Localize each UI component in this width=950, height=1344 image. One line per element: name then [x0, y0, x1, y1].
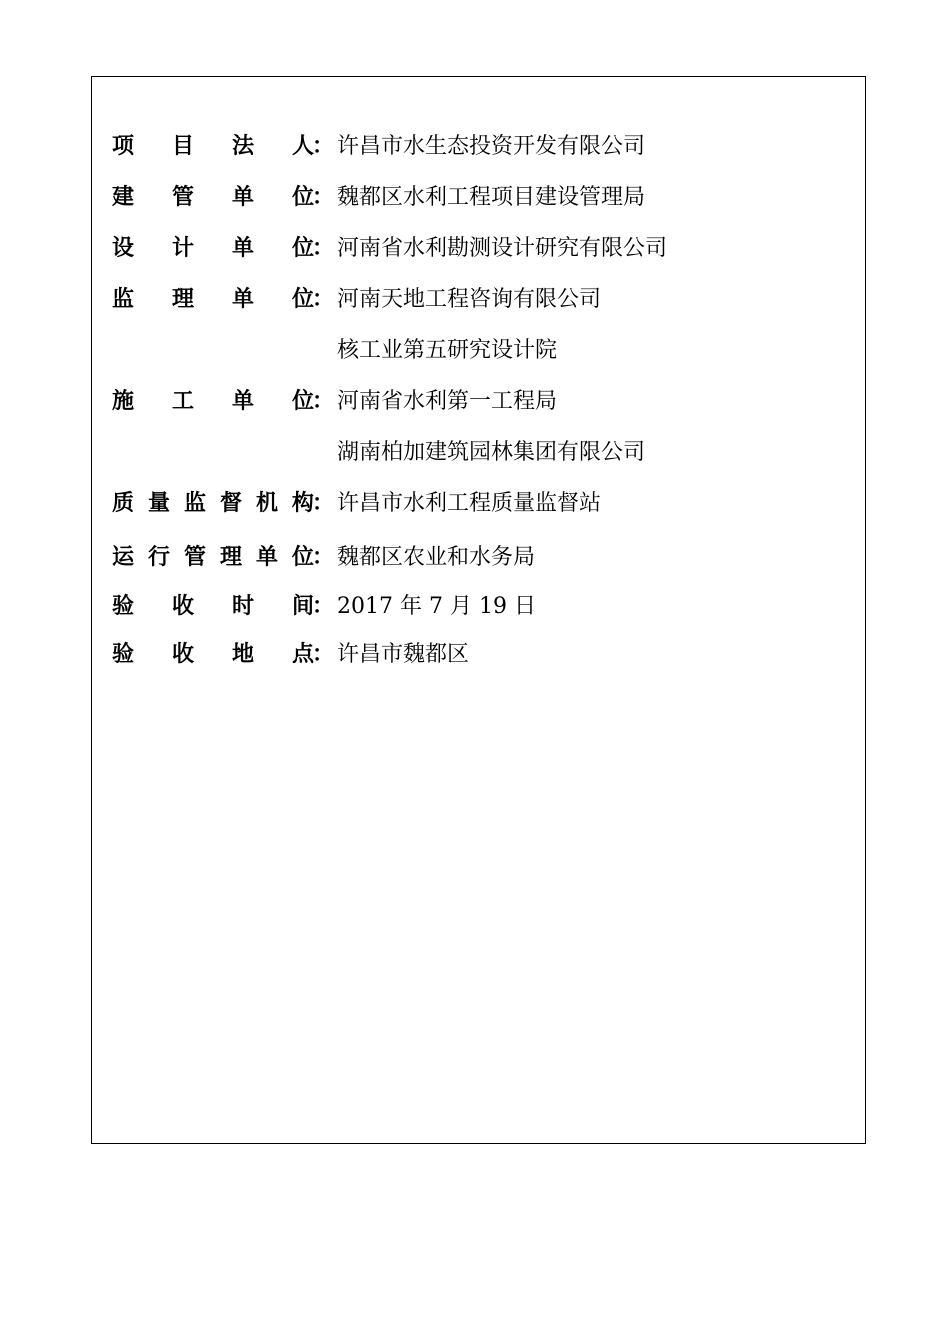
field-value: 许昌市水利工程质量监督站 [337, 491, 602, 516]
label-char: 行 [147, 545, 170, 570]
field-colon: ： [312, 545, 335, 570]
label-char: 位 [291, 389, 314, 414]
label-char: 单 [231, 185, 254, 210]
field-label [112, 640, 314, 670]
field-label [112, 543, 314, 573]
label-char: 设 [112, 236, 135, 261]
label-char: 收 [171, 594, 194, 619]
label-char: 地 [231, 642, 254, 667]
field-value: 2017 年 7 月 19 日 [337, 594, 536, 619]
label-char: 计 [171, 236, 194, 261]
field-colon: ： [312, 594, 335, 619]
field-label [112, 183, 314, 213]
label-char: 验 [112, 594, 135, 619]
label-char: 监 [112, 287, 135, 312]
field-value: 河南天地工程咨询有限公司 [337, 287, 602, 312]
field-value: 核工业第五研究设计院 [337, 338, 558, 363]
label-char: 单 [231, 287, 254, 312]
label-char: 管 [171, 185, 194, 210]
label-char: 单 [231, 389, 254, 414]
label-char: 位 [291, 287, 314, 312]
label-char: 间 [291, 594, 314, 619]
label-char: 机 [255, 491, 278, 516]
field-label [112, 285, 314, 315]
field-colon: ： [312, 642, 335, 667]
field-label [112, 234, 314, 264]
field-value: 许昌市魏都区 [337, 642, 470, 667]
field-colon: ： [312, 185, 335, 210]
field-colon: ： [312, 389, 335, 414]
label-char: 法 [231, 134, 254, 159]
field-label [112, 489, 314, 519]
field-colon: ： [312, 236, 335, 261]
label-char: 理 [219, 545, 242, 570]
field-value: 魏都区水利工程项目建设管理局 [337, 185, 646, 210]
field-value: 河南省水利勘测设计研究有限公司 [337, 236, 668, 261]
field-label [112, 592, 314, 622]
field-label [112, 132, 314, 162]
field-value: 许昌市水生态投资开发有限公司 [337, 134, 646, 159]
field-label [112, 387, 314, 417]
label-char: 时 [231, 594, 254, 619]
label-char: 目 [171, 134, 194, 159]
label-char: 单 [255, 545, 278, 570]
field-colon: ： [312, 491, 335, 516]
field-value: 河南省水利第一工程局 [337, 389, 558, 414]
field-value: 魏都区农业和水务局 [337, 545, 536, 570]
field-value: 湖南柏加建筑园林集团有限公司 [337, 440, 646, 465]
field-colon: ： [312, 287, 335, 312]
label-char: 点 [291, 642, 314, 667]
label-char: 构 [291, 491, 314, 516]
label-char: 施 [112, 389, 135, 414]
label-char: 验 [112, 642, 135, 667]
label-char: 单 [231, 236, 254, 261]
label-char: 监 [183, 491, 206, 516]
label-char: 工 [171, 389, 194, 414]
label-char: 理 [171, 287, 194, 312]
label-char: 人 [291, 134, 314, 159]
label-char: 项 [112, 134, 135, 159]
label-char: 收 [171, 642, 194, 667]
label-char: 位 [291, 185, 314, 210]
label-char: 位 [291, 545, 314, 570]
label-char: 量 [147, 491, 170, 516]
label-char: 管 [183, 545, 206, 570]
label-char: 质 [112, 491, 135, 516]
label-char: 建 [112, 185, 135, 210]
label-char: 运 [112, 545, 135, 570]
label-char: 督 [219, 491, 242, 516]
label-char: 位 [291, 236, 314, 261]
field-colon: ： [312, 134, 335, 159]
